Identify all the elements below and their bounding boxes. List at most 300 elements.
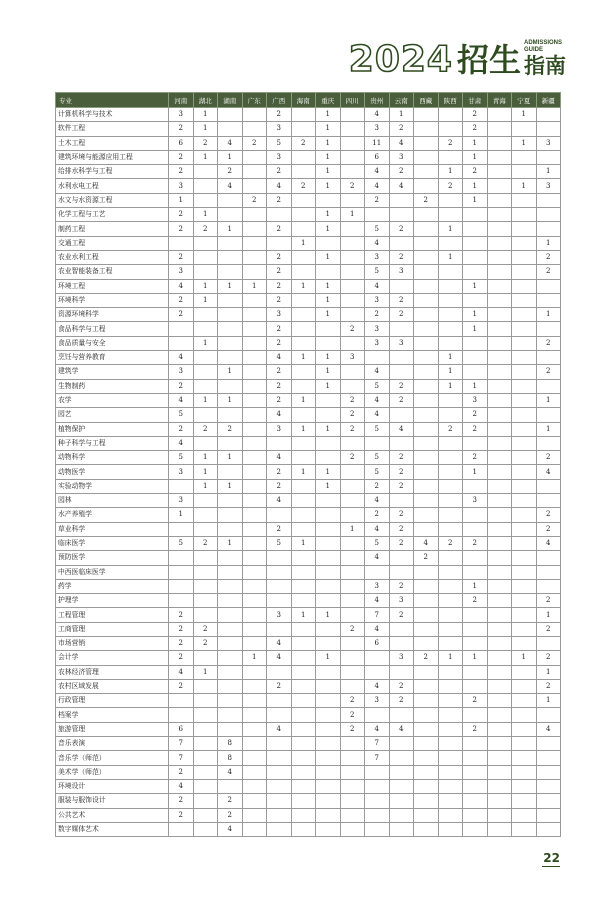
quota-cell [169, 579, 194, 593]
quota-cell [193, 651, 218, 665]
quota-cell [487, 822, 512, 836]
major-name-cell: 档案学 [56, 708, 169, 722]
quota-cell: 1 [193, 279, 218, 293]
major-name-cell: 旅游管理 [56, 722, 169, 736]
quota-cell: 1 [291, 236, 316, 250]
quota-cell [218, 779, 243, 793]
quota-cell: 2 [242, 193, 267, 207]
quota-cell [316, 594, 341, 608]
quota-cell [512, 351, 537, 365]
quota-cell [242, 808, 267, 822]
quota-cell: 2 [169, 165, 194, 179]
page-number: 22 [543, 851, 560, 865]
quota-cell [218, 722, 243, 736]
quota-cell: 4 [267, 722, 292, 736]
quota-cell [512, 751, 537, 765]
quota-cell [291, 622, 316, 636]
quota-cell [512, 494, 537, 508]
quota-cell [438, 579, 463, 593]
major-name-cell: 生物制药 [56, 379, 169, 393]
quota-cell [414, 451, 439, 465]
quota-cell: 3 [267, 308, 292, 322]
quota-cell [512, 608, 537, 622]
quota-cell [365, 794, 390, 808]
quota-cell [438, 336, 463, 350]
quota-cell [193, 708, 218, 722]
quota-cell [463, 236, 488, 250]
quota-cell [291, 636, 316, 650]
quota-cell [193, 308, 218, 322]
quota-cell [487, 522, 512, 536]
quota-cell [242, 522, 267, 536]
quota-cell [463, 794, 488, 808]
quota-cell [438, 522, 463, 536]
quota-cell [316, 665, 341, 679]
table-row [56, 236, 561, 250]
quota-cell: 2 [267, 265, 292, 279]
quota-cell: 4 [218, 765, 243, 779]
major-name-cell: 护理学 [56, 594, 169, 608]
quota-cell [340, 293, 365, 307]
quota-cell [463, 336, 488, 350]
major-name-cell: 植物保护 [56, 422, 169, 436]
quota-cell [218, 293, 243, 307]
quota-cell [536, 279, 561, 293]
major-name-cell: 药学 [56, 579, 169, 593]
column-header-province: 四川 [340, 93, 365, 108]
quota-cell: 2 [536, 522, 561, 536]
quota-cell: 3 [389, 336, 414, 350]
major-name-cell: 美术学（师范） [56, 765, 169, 779]
quota-cell [487, 708, 512, 722]
quota-cell [218, 465, 243, 479]
quota-cell: 3 [169, 365, 194, 379]
quota-cell [487, 293, 512, 307]
quota-cell [512, 250, 537, 264]
quota-cell: 2 [242, 136, 267, 150]
quota-cell: 3 [169, 494, 194, 508]
quota-cell [512, 379, 537, 393]
quota-cell [267, 751, 292, 765]
quota-cell [316, 522, 341, 536]
table-row [56, 165, 561, 179]
quota-cell: 4 [365, 236, 390, 250]
quota-cell [414, 165, 439, 179]
major-name-cell: 农学 [56, 393, 169, 407]
table-row [56, 794, 561, 808]
quota-cell [242, 494, 267, 508]
quota-cell: 2 [389, 694, 414, 708]
quota-cell: 3 [365, 336, 390, 350]
quota-cell: 2 [389, 451, 414, 465]
quota-cell [487, 608, 512, 622]
quota-cell: 2 [340, 722, 365, 736]
quota-cell [291, 508, 316, 522]
quota-cell [291, 222, 316, 236]
quota-cell [438, 751, 463, 765]
quota-cell [487, 594, 512, 608]
quota-cell: 1 [193, 293, 218, 307]
quota-cell [193, 679, 218, 693]
quota-cell [365, 208, 390, 222]
quota-cell: 3 [365, 293, 390, 307]
quota-cell: 1 [193, 465, 218, 479]
quota-cell [438, 279, 463, 293]
table-row [56, 208, 561, 222]
major-name-cell: 实验动物学 [56, 479, 169, 493]
table-row [56, 751, 561, 765]
quota-cell: 1 [316, 379, 341, 393]
column-header-major: 专业 [56, 93, 169, 108]
quota-cell: 1 [316, 279, 341, 293]
quota-cell [463, 265, 488, 279]
table-row [56, 722, 561, 736]
table-row [56, 336, 561, 350]
quota-cell: 2 [169, 293, 194, 307]
quota-cell [316, 779, 341, 793]
quota-cell [414, 351, 439, 365]
quota-cell: 1 [291, 422, 316, 436]
quota-cell: 1 [438, 651, 463, 665]
table-row [56, 708, 561, 722]
quota-cell: 2 [267, 322, 292, 336]
quota-cell [536, 808, 561, 822]
quota-cell: 4 [267, 179, 292, 193]
quota-cell [438, 408, 463, 422]
quota-cell [193, 250, 218, 264]
quota-cell: 3 [536, 179, 561, 193]
quota-cell [291, 408, 316, 422]
quota-cell [512, 808, 537, 822]
quota-cell: 2 [193, 622, 218, 636]
quota-cell: 4 [267, 408, 292, 422]
quota-cell [242, 293, 267, 307]
quota-cell [414, 293, 439, 307]
quota-cell [389, 751, 414, 765]
table-row [56, 508, 561, 522]
quota-cell: 1 [316, 422, 341, 436]
table-row [56, 379, 561, 393]
quota-cell: 3 [389, 265, 414, 279]
table-row [56, 622, 561, 636]
quota-cell [536, 122, 561, 136]
quota-cell [316, 737, 341, 751]
quota-cell [463, 351, 488, 365]
major-name-cell: 计算机科学与技术 [56, 108, 169, 122]
quota-cell: 1 [169, 193, 194, 207]
quota-cell [389, 408, 414, 422]
major-name-cell: 工程管理 [56, 608, 169, 622]
quota-cell [536, 794, 561, 808]
quota-cell [414, 808, 439, 822]
table-row [56, 308, 561, 322]
quota-cell [316, 494, 341, 508]
quota-cell: 4 [365, 551, 390, 565]
quota-cell [389, 551, 414, 565]
quota-cell: 1 [438, 250, 463, 264]
header-side [524, 40, 566, 78]
quota-cell [291, 150, 316, 164]
major-name-cell: 数字媒体艺术 [56, 822, 169, 836]
quota-cell [414, 365, 439, 379]
quota-cell [218, 636, 243, 650]
quota-cell: 8 [218, 751, 243, 765]
quota-cell [242, 694, 267, 708]
major-name-cell: 水利水电工程 [56, 179, 169, 193]
quota-cell: 2 [169, 808, 194, 822]
quota-cell: 4 [365, 165, 390, 179]
quota-cell: 1 [218, 479, 243, 493]
quota-cell: 2 [340, 179, 365, 193]
quota-cell [463, 737, 488, 751]
quota-cell: 2 [536, 622, 561, 636]
quota-cell [438, 722, 463, 736]
quota-cell: 2 [340, 622, 365, 636]
quota-cell: 2 [536, 679, 561, 693]
quota-cell [340, 665, 365, 679]
quota-cell: 1 [463, 150, 488, 164]
quota-cell [267, 737, 292, 751]
header-guide-en-line2: GUIDE [524, 47, 544, 53]
quota-cell: 4 [218, 179, 243, 193]
quota-cell [340, 779, 365, 793]
column-header-province: 贵州 [365, 93, 390, 108]
quota-cell [218, 193, 243, 207]
quota-cell [242, 594, 267, 608]
quota-cell: 4 [414, 536, 439, 550]
quota-cell [414, 508, 439, 522]
quota-cell: 4 [365, 365, 390, 379]
quota-cell [365, 779, 390, 793]
table-row [56, 551, 561, 565]
quota-cell [242, 622, 267, 636]
quota-cell [291, 322, 316, 336]
quota-cell: 1 [536, 393, 561, 407]
quota-cell: 2 [169, 250, 194, 264]
quota-cell [340, 193, 365, 207]
quota-cell [291, 165, 316, 179]
quota-cell [218, 651, 243, 665]
quota-cell [438, 108, 463, 122]
table-row [56, 265, 561, 279]
quota-cell: 4 [365, 408, 390, 422]
quota-cell [389, 365, 414, 379]
table-row [56, 694, 561, 708]
quota-cell [291, 479, 316, 493]
quota-cell [414, 279, 439, 293]
quota-cell: 1 [193, 122, 218, 136]
quota-cell: 1 [463, 279, 488, 293]
quota-cell [389, 708, 414, 722]
column-header-province: 河南 [169, 93, 194, 108]
quota-cell [218, 665, 243, 679]
quota-cell [193, 737, 218, 751]
quota-cell [218, 322, 243, 336]
quota-cell [291, 122, 316, 136]
quota-cell: 4 [365, 594, 390, 608]
quota-cell [389, 236, 414, 250]
quota-cell [291, 751, 316, 765]
major-name-cell: 环境工程 [56, 279, 169, 293]
quota-cell [316, 822, 341, 836]
quota-cell: 2 [438, 422, 463, 436]
quota-cell [414, 765, 439, 779]
quota-cell: 2 [389, 293, 414, 307]
quota-cell [487, 622, 512, 636]
quota-cell [512, 193, 537, 207]
quota-cell [291, 822, 316, 836]
quota-cell [193, 193, 218, 207]
table-row [56, 565, 561, 579]
quota-cell [242, 508, 267, 522]
quota-cell [169, 694, 194, 708]
quota-cell: 3 [267, 608, 292, 622]
quota-cell [340, 794, 365, 808]
quota-cell [414, 393, 439, 407]
quota-cell: 1 [512, 136, 537, 150]
quota-cell [512, 279, 537, 293]
quota-cell [389, 737, 414, 751]
quota-cell [218, 108, 243, 122]
quota-cell: 2 [193, 422, 218, 436]
quota-cell [487, 422, 512, 436]
quota-cell [242, 308, 267, 322]
major-name-cell: 食品科学与工程 [56, 322, 169, 336]
quota-cell [463, 779, 488, 793]
quota-cell: 1 [512, 108, 537, 122]
quota-cell [438, 779, 463, 793]
table-row [56, 779, 561, 793]
quota-cell [193, 379, 218, 393]
quota-cell: 3 [169, 465, 194, 479]
quota-cell: 2 [193, 536, 218, 550]
quota-cell: 3 [365, 322, 390, 336]
quota-cell [438, 708, 463, 722]
quota-cell: 6 [365, 636, 390, 650]
quota-cell: 4 [365, 522, 390, 536]
quota-cell: 2 [365, 193, 390, 207]
major-name-cell: 食品质量与安全 [56, 336, 169, 350]
quota-cell [414, 522, 439, 536]
quota-cell [512, 150, 537, 164]
quota-cell [242, 465, 267, 479]
quota-cell [169, 565, 194, 579]
quota-cell [316, 265, 341, 279]
quota-cell: 2 [267, 365, 292, 379]
quota-cell: 2 [169, 651, 194, 665]
quota-cell [242, 208, 267, 222]
quota-cell: 5 [169, 451, 194, 465]
quota-cell: 1 [242, 651, 267, 665]
quota-cell: 2 [267, 222, 292, 236]
quota-cell [193, 822, 218, 836]
page-number-underline [542, 866, 560, 867]
major-name-cell: 园艺 [56, 408, 169, 422]
quota-cell [218, 494, 243, 508]
quota-cell [340, 679, 365, 693]
table-row [56, 408, 561, 422]
table-row [56, 365, 561, 379]
quota-cell [193, 365, 218, 379]
quota-cell [365, 565, 390, 579]
quota-cell: 4 [365, 679, 390, 693]
quota-cell: 2 [463, 594, 488, 608]
quota-cell [218, 679, 243, 693]
quota-cell: 6 [365, 150, 390, 164]
quota-cell [389, 765, 414, 779]
table-row [56, 351, 561, 365]
quota-cell [512, 293, 537, 307]
major-name-cell: 农业水利工程 [56, 250, 169, 264]
quota-cell [291, 565, 316, 579]
quota-cell [242, 536, 267, 550]
quota-cell [512, 336, 537, 350]
quota-cell [414, 150, 439, 164]
quota-cell [438, 308, 463, 322]
quota-cell: 2 [169, 122, 194, 136]
quota-cell [438, 436, 463, 450]
page-header [349, 40, 566, 78]
quota-cell [218, 622, 243, 636]
quota-cell [463, 636, 488, 650]
major-name-cell: 动物医学 [56, 465, 169, 479]
major-name-cell: 工商管理 [56, 622, 169, 636]
quota-cell: 4 [267, 351, 292, 365]
quota-cell [340, 765, 365, 779]
quota-cell [169, 822, 194, 836]
quota-cell [487, 636, 512, 650]
quota-cell: 2 [169, 765, 194, 779]
quota-cell: 2 [389, 222, 414, 236]
quota-cell: 4 [169, 351, 194, 365]
quota-cell: 2 [218, 808, 243, 822]
table-body [56, 108, 561, 837]
quota-cell: 4 [365, 494, 390, 508]
quota-cell [487, 494, 512, 508]
quota-cell [438, 822, 463, 836]
major-name-cell: 农林经济管理 [56, 665, 169, 679]
table-row [56, 737, 561, 751]
quota-cell [242, 679, 267, 693]
quota-cell [414, 250, 439, 264]
quota-cell [414, 236, 439, 250]
quota-cell: 4 [218, 136, 243, 150]
quota-cell [512, 365, 537, 379]
quota-cell [218, 122, 243, 136]
quota-cell [389, 436, 414, 450]
quota-cell [169, 322, 194, 336]
quota-cell [414, 665, 439, 679]
quota-cell: 3 [389, 594, 414, 608]
quota-cell: 1 [193, 665, 218, 679]
quota-cell: 3 [365, 694, 390, 708]
quota-cell [487, 508, 512, 522]
quota-cell [242, 322, 267, 336]
quota-cell [291, 708, 316, 722]
quota-cell [291, 193, 316, 207]
column-header-province: 湖北 [193, 93, 218, 108]
quota-cell: 1 [291, 393, 316, 407]
quota-cell [291, 336, 316, 350]
quota-cell: 2 [169, 379, 194, 393]
quota-cell [316, 694, 341, 708]
quota-cell [291, 250, 316, 264]
quota-cell [340, 465, 365, 479]
quota-cell [414, 622, 439, 636]
table-row [56, 108, 561, 122]
quota-cell [463, 708, 488, 722]
major-name-cell: 农业智能装备工程 [56, 265, 169, 279]
